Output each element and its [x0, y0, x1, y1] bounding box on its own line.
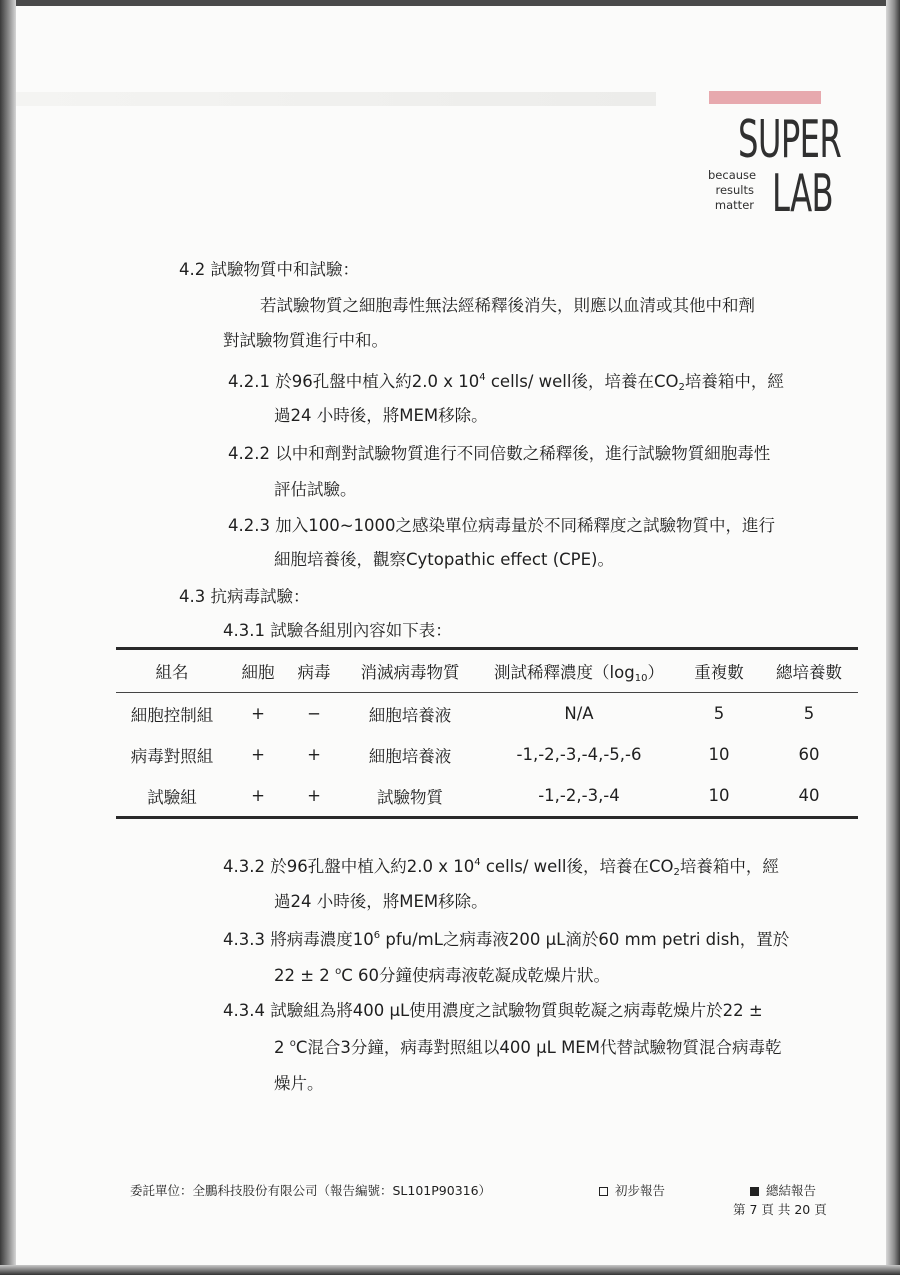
logo-tagline	[708, 168, 757, 213]
cell-replicates: 5	[713, 704, 725, 723]
table-row	[116, 693, 858, 735]
superscript: 4	[474, 857, 481, 868]
column-header-replicates: 重複數	[694, 663, 744, 682]
section-heading-4-3: 4.3 抗病毒試驗：	[179, 587, 310, 606]
text-run: 試驗組為將400 μL使用濃度之試驗物質與乾凝之病毒乾燥片於22 ±	[270, 1001, 763, 1020]
paragraph-line: 過24 小時後，將MEM移除。	[274, 892, 488, 911]
superscript: 4	[479, 372, 486, 383]
test-groups-table	[116, 647, 858, 819]
cell-cell: +	[251, 745, 265, 764]
text-run: pfu/mL之病毒液200 μL滴於60 mm petri dish，置於	[380, 930, 790, 949]
superscript: 6	[373, 930, 381, 941]
cell-group: 試驗組	[147, 787, 197, 807]
scan-edge-right	[886, 0, 900, 1275]
scan-edge-bottom	[0, 1265, 900, 1275]
paragraph-line	[274, 1036, 781, 1060]
cell-virus: +	[307, 786, 321, 805]
column-header-disinfectant: 消滅病毒物質	[360, 663, 460, 682]
cell-group: 細胞控制組	[130, 705, 214, 725]
text-run: 加入100~1000之感染單位病毒量於不同稀釋度之試驗物質中，進行	[275, 516, 776, 535]
cell-dilution: -1,-2,-3,-4	[538, 786, 620, 805]
table-header-row	[116, 649, 858, 693]
subsection-4-2-1	[228, 370, 784, 394]
subsection-4-2-2	[228, 442, 770, 466]
subsection-4-2-3	[228, 514, 775, 538]
logo-tagline-line: results	[715, 183, 754, 197]
text-run: 於96孔盤中植入約2.0 x 10	[275, 372, 480, 391]
footer-preliminary	[599, 1183, 665, 1199]
column-header-virus: 病毒	[297, 663, 331, 682]
superscript: o	[335, 966, 342, 977]
cell-disinfectant: 細胞培養液	[368, 746, 452, 766]
cell-dilution: -1,-2,-3,-4,-5,-6	[516, 745, 642, 764]
subsection-number: 4.3.2	[223, 857, 265, 876]
paragraph-line	[274, 964, 610, 988]
subsection-number: 4.2.1	[228, 372, 270, 391]
cell-total: 5	[803, 704, 815, 723]
paragraph-line: 過24 小時後，將MEM移除。	[274, 406, 488, 425]
cell-virus: −	[307, 704, 321, 723]
paragraph-line: 對試驗物質進行中和。	[223, 331, 388, 350]
text-run: 培養箱中，經	[684, 372, 784, 391]
subsection-4-3-4	[223, 999, 763, 1023]
scan-edge-left	[0, 0, 16, 1275]
checkbox-filled-icon	[750, 1187, 759, 1196]
text-run: 培養箱中，經	[679, 857, 779, 876]
logo-word-lab: LAB	[772, 164, 834, 224]
cell-disinfectant: 細胞培養液	[368, 705, 452, 725]
subsection-4-3-3	[223, 928, 789, 952]
text-run: C混合3分鐘，病毒對照組以400 μL MEM代替試驗物質混合病毒乾	[295, 1038, 782, 1057]
paragraph-line: 評估試驗。	[274, 480, 357, 499]
subsection-number: 4.2.2	[228, 444, 270, 463]
table-row	[116, 775, 858, 818]
superscript: o	[289, 1038, 296, 1049]
cell-total: 40	[798, 786, 820, 805]
text-run: 22 ± 2	[274, 966, 336, 985]
cell-disinfectant: 試驗物質	[377, 787, 443, 807]
column-header-total: 總培養數	[776, 663, 842, 682]
text-run: cells/ well後，培養在CO	[485, 372, 679, 391]
paragraph-line: 若試驗物質之細胞毒性無法經稀釋後消失，則應以血清或其他中和劑	[260, 296, 755, 315]
logo-tagline-line: matter	[714, 198, 754, 212]
logo-tagline-line: because	[708, 168, 757, 182]
cell-replicates: 10	[708, 745, 730, 764]
footer-page-number: 第 7 頁 共 20 頁	[733, 1202, 827, 1217]
cell-dilution: N/A	[564, 704, 594, 723]
subsection-number: 4.3.3	[223, 930, 265, 949]
column-header-dilution	[480, 649, 678, 693]
footer-client: 委託單位：全鵬科技股份有限公司（報告編號：SL101P90316）	[130, 1183, 492, 1198]
subsection-4-3-2	[223, 855, 779, 879]
subsection-number: 4.2.3	[228, 516, 270, 535]
text-run: C 60分鐘使病毒液乾凝成乾燥片狀。	[341, 966, 610, 985]
text-run: 2	[274, 1038, 290, 1057]
footer-final	[750, 1183, 816, 1199]
subscript: 2	[673, 867, 680, 878]
text-run: 於96孔盤中植入約2.0 x 10	[270, 857, 475, 876]
logo-accent-bar	[709, 91, 821, 104]
text-run: 將病毒濃度10	[270, 930, 374, 949]
text-run: 以中和劑對試驗物質進行不同倍數之稀釋後，進行試驗物質細胞毒性	[275, 444, 771, 463]
subscript: 10	[634, 673, 648, 684]
section-heading-4-2: 4.2 試驗物質中和試驗：	[179, 260, 359, 279]
subsection-4-3-1: 4.3.1 試驗各組別內容如下表：	[223, 621, 452, 640]
cell-replicates: 10	[708, 786, 730, 805]
footer-final-label: 總結報告	[766, 1183, 817, 1198]
paragraph-line: 細胞培養後，觀察Cytopathic effect (CPE)。	[274, 550, 614, 569]
column-header-cell: 細胞	[241, 663, 275, 682]
footer-preliminary-label: 初步報告	[615, 1183, 666, 1198]
document-page	[16, 6, 886, 1265]
subsection-number: 4.3.4	[223, 1001, 265, 1020]
table-row	[116, 734, 858, 775]
logo-word-super: SUPER	[738, 110, 842, 170]
cell-virus: +	[307, 745, 321, 764]
column-header-group: 組名	[155, 663, 189, 682]
checkbox-empty-icon	[599, 1187, 608, 1196]
text-run: ）	[647, 663, 664, 682]
subscript: 2	[678, 382, 685, 393]
text-run: cells/ well後，培養在CO	[480, 857, 674, 876]
cell-group: 病毒對照組	[130, 746, 214, 766]
text-run: 測試稀釋濃度（log	[494, 663, 635, 682]
cell-total: 60	[798, 745, 820, 764]
cell-cell: +	[251, 786, 265, 805]
cell-cell: +	[251, 704, 265, 723]
paragraph-line: 燥片。	[274, 1074, 324, 1093]
header-shading	[16, 92, 656, 106]
